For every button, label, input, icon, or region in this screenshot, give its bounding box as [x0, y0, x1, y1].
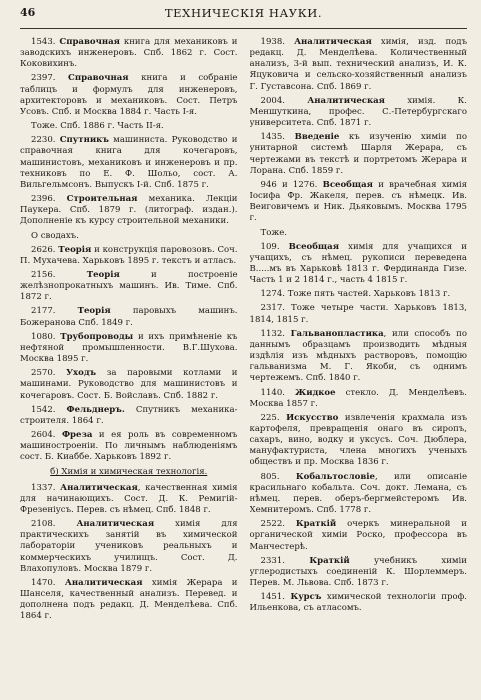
entry-number: 2604.: [31, 430, 56, 440]
catalog-entry: [20, 519, 238, 575]
catalog-entry: [20, 578, 238, 623]
catalog-entry: [250, 132, 468, 177]
entry-text: извлеченiя крахмала изъ картофеля, превращенiя онаго въ сиропъ, сахаръ, вино, водку и уксусъ. Соч. Дюблера, мануфактуриста, члена многихъ ученыхъ обществъ и пр. Москва 1836 г.: [249, 412, 467, 468]
entry-number: 2317.: [260, 303, 285, 314]
entry-number: 1274.: [260, 289, 285, 300]
catalog-entry: [250, 329, 468, 385]
entry-keyword: Аналитическая: [76, 519, 155, 530]
entry-keyword: Искусство: [286, 412, 339, 423]
entry-keyword: Аналитическая: [60, 482, 138, 493]
entry-number: 2626.: [31, 244, 56, 255]
entry-keyword: Спутникъ: [59, 135, 109, 146]
entry-number: 2397.: [31, 73, 56, 84]
catalog-entry: [250, 413, 468, 469]
page-number: 46: [20, 6, 36, 19]
entry-number: 2177.: [31, 306, 56, 317]
entry-keyword: Всеобщая: [322, 179, 373, 190]
entry-number: 2108.: [31, 519, 56, 530]
entry-keyword: Теорiя: [58, 244, 92, 255]
right-column: [250, 37, 468, 626]
entry-text: химической технологiи проф. Ильенкова, съ атласомъ.: [249, 592, 467, 614]
entry-number: 2156.: [31, 269, 56, 280]
catalog-entry: [20, 121, 238, 132]
entry-text: Тоже пять частей. Харьковъ 1813 г.: [287, 289, 451, 300]
entry-number: 2004.: [260, 95, 285, 106]
entry-text: химiя Жерара и Шанселя, качественный анализъ. Перевед. и дополнена подъ редакц. Д. Менделѣева. Спб. 1864 г.: [20, 577, 238, 622]
catalog-entry: [20, 37, 238, 70]
entry-text: паровыхъ машинъ. Божеранова Спб. 1849 г.: [20, 306, 238, 328]
entry-text: книга и собранiе таблицъ и формулъ для инженеровъ, архитекторовъ и механиковъ. Сост. Петръ Усовъ. Спб. и Москва 1884 г. Часть I-я.: [20, 73, 238, 117]
catalog-entry: [20, 194, 238, 227]
catalog-entry: [250, 289, 468, 300]
catalog-entry: [20, 245, 238, 267]
entry-keyword: Уходъ: [66, 368, 97, 379]
entry-keyword: Гальванопластика: [290, 328, 384, 339]
entry-keyword: Аналитическая: [64, 577, 143, 588]
entry-keyword: Всеобщая: [288, 241, 340, 252]
entry-text: Спутникъ механика-строителя. 1864 г.: [20, 404, 238, 426]
entry-keyword: Введенiе: [294, 132, 340, 143]
entry-keyword: Аналитическая: [294, 37, 372, 47]
two-column-body: [20, 37, 467, 626]
entry-keyword: Краткiй: [295, 519, 337, 530]
left-column: [20, 37, 238, 626]
entry-keyword: Курсъ: [290, 592, 322, 603]
entry-number: 2331.: [260, 555, 285, 566]
entry-keyword: Справочная: [59, 37, 120, 47]
entry-text: Тоже. Спб. 1886 г. Часть II-я.: [31, 121, 164, 132]
entry-number: 1132.: [260, 328, 285, 339]
catalog-entry: [250, 472, 468, 517]
entry-keyword: Теорiя: [86, 269, 120, 280]
entry-text: , или описанiе красильнаго кобальта. Соч. докт. Лемана, съ нѣмец. перев. оберъ-бергмейстеромъ Ив. Хемнитеромъ. Спб. 1778 г.: [249, 471, 467, 516]
entry-text: химiя для учащихся и учащихъ, съ нѣмец. рукописи переведена В.....мъ въ Харьковѣ 1813 г. Фердинанда Гизе. Часть 1 и 2 1814 г., часть 4 1815 г.: [249, 241, 467, 286]
entry-text: книга для механиковъ и заводскихъ инженеровъ. Спб. 1862 г. Сост. Коковихинъ.: [20, 37, 238, 70]
entry-text: машиниста. Руководство и справочная книга для кочегаровъ, машинистовъ, механиковъ и инженеровъ и пр. техниковъ по Е. Ф. Шольо, сост. А. Вильгельмсонъ. Выпускъ I-й. Спб. 1875 г.: [20, 135, 238, 190]
catalog-entry: [20, 483, 238, 516]
entry-text: за паровыми котлами и машинами. Руководство для машинистовъ и кочегаровъ. Сост. Б. Войславъ. Спб. 1882 г.: [20, 368, 238, 401]
entry-text: стекло. Д. Менделѣевъ. Москва 1857 г.: [249, 387, 467, 409]
entry-keyword: Трубопроводы: [60, 331, 134, 342]
section-heading: б) Химiя и химическая технологiя.: [50, 467, 208, 478]
entry-number: 1080.: [31, 331, 56, 342]
entry-text: и построенiе желѣзнопрокатныхъ машинъ. Ив. Тиме. Спб. 1872 г.: [20, 269, 238, 303]
catalog-entry: [250, 180, 468, 225]
entry-text: и конструкцiя паровозовъ. Соч. П. Мухачева. Харьковъ 1895 г. текстъ и атласъ.: [20, 244, 238, 266]
catalog-entry: [250, 242, 468, 287]
entry-number: 2396.: [31, 194, 56, 205]
entry-keyword: Аналитическая: [307, 95, 385, 106]
catalog-entry: [250, 556, 468, 589]
entry-number: 805.: [260, 471, 280, 482]
running-head: ТЕХНИЧЕСКIЯ НАУКИ.: [164, 6, 323, 20]
entry-number: 225.: [260, 412, 280, 423]
catalog-entry: [250, 228, 468, 239]
entry-number: 2570.: [31, 368, 56, 379]
entry-keyword: Теорiя: [77, 306, 111, 317]
entry-keyword: Краткiй: [309, 555, 350, 566]
entry-number: 1470.: [31, 577, 56, 588]
entry-text: очеркъ минеральной и органической химiи Роско, профессора въ Манчестерѣ.: [249, 519, 467, 552]
entry-text: учебникъ химiи углеродистыхъ соединенiй К. Шорлеммеръ. Перев. М. Львова. Спб. 1873 г.: [249, 555, 467, 589]
catalog-entry: [20, 231, 238, 242]
entry-keyword: Жидкое: [295, 387, 336, 398]
entry-keyword: Фреза: [61, 430, 93, 440]
catalog-entry: [250, 303, 468, 325]
catalog-entry: [250, 37, 468, 93]
catalog-entry: [20, 430, 238, 463]
entry-number: 1543.: [31, 37, 56, 47]
entry-text: химiя, изд. подъ редакц. Д. Менделѣева. Количественный анализъ, 3-й вып. технический анализъ, И. К. Яцуковича и сельско-хозяйственный анализъ Г. Густавсона. Спб. 1869 г.: [249, 37, 467, 92]
entry-text: механика. Лекцiи Паукера. Спб. 1879 г. (литограф. издан.). Дополненiе къ курсу строительной механики.: [20, 194, 238, 227]
entry-text: и врачебная химiя Iосифа Фр. Жакеля, перев. съ нѣмецк. Ив. Веиговичемъ и Ник. Дьяковымъ. Москва 1795 г.: [249, 179, 467, 224]
entry-text: Тоже четыре части. Харьковъ 1813, 1814, 1815 г.: [249, 303, 467, 325]
catalog-entry: [250, 96, 468, 129]
entry-number: 1337.: [31, 482, 56, 493]
entry-number: 1542.: [31, 404, 56, 415]
entry-text: и ихъ примѣненiе къ нефтяной промышленности. В.Г.Шухова. Москва 1895 г.: [20, 331, 238, 365]
catalog-entry: [20, 73, 238, 118]
catalog-entry: [250, 592, 468, 614]
entry-keyword: Фельднеръ.: [66, 404, 125, 415]
entry-number: 109.: [260, 241, 280, 252]
entry-text: , или способъ по даннымъ образцамъ производить мѣдныя издѣлiя изъ мѣдныхъ растворовъ, помощiю гальванизма М. Г. Якоби, съ однимъ чертежемъ. Спб. 1840 г.: [249, 328, 467, 384]
entry-text: химiя для практическихъ занятiй въ химической лабораторiи учениковъ реальныхъ и коммерческихъ училищъ. Сост. Д. Влахопуловъ. Москва 1879 г.: [20, 519, 238, 574]
entry-number: 1451.: [260, 592, 285, 603]
catalog-entry: [20, 135, 238, 191]
entry-number: 1938.: [260, 37, 285, 47]
entry-number: 1435.: [260, 132, 285, 143]
entry-keyword: Справочная: [68, 73, 129, 84]
entry-number: 946 и 1276.: [260, 179, 318, 190]
catalog-entry: [20, 368, 238, 401]
entry-text: О сводахъ.: [31, 230, 79, 241]
entry-text: къ изученiю химiи по унитарной системѣ Шарля Жерара, съ чертежами въ текстѣ и портретомъ Жерара и Лорана. Спб. 1859 г.: [249, 132, 467, 176]
catalog-entry: [20, 405, 238, 427]
entry-keyword: Строительная: [66, 194, 138, 205]
entry-keyword: Кобальтословiе: [295, 471, 375, 482]
entry-text: Тоже.: [260, 227, 287, 238]
entry-number: 2230.: [31, 135, 56, 146]
entry-text: , качественная химiя для начинающихъ. Сост. Д. К. Ремигiй-Фрезенiусъ. Перев. съ нѣмец. Спб. 1848 г.: [20, 482, 238, 515]
catalog-entry: [250, 388, 468, 410]
entry-text: химiя. К. Меншуткина, профес. С.-Петербургскаго университета. Спб. 1871 г.: [249, 95, 467, 129]
catalog-entry: [250, 519, 468, 552]
entry-number: 2522.: [260, 519, 285, 530]
entry-text: и ея роль въ современномъ машиностроенiи. По личнымъ наблюденiямъ сост. Б. Киаббе. Харьковъ 1892 г.: [20, 430, 238, 463]
catalog-entry: [20, 332, 238, 365]
entry-number: 1140.: [260, 387, 285, 398]
catalog-entry: [20, 306, 238, 328]
page-header: [20, 6, 467, 29]
catalog-entry: [20, 270, 238, 303]
